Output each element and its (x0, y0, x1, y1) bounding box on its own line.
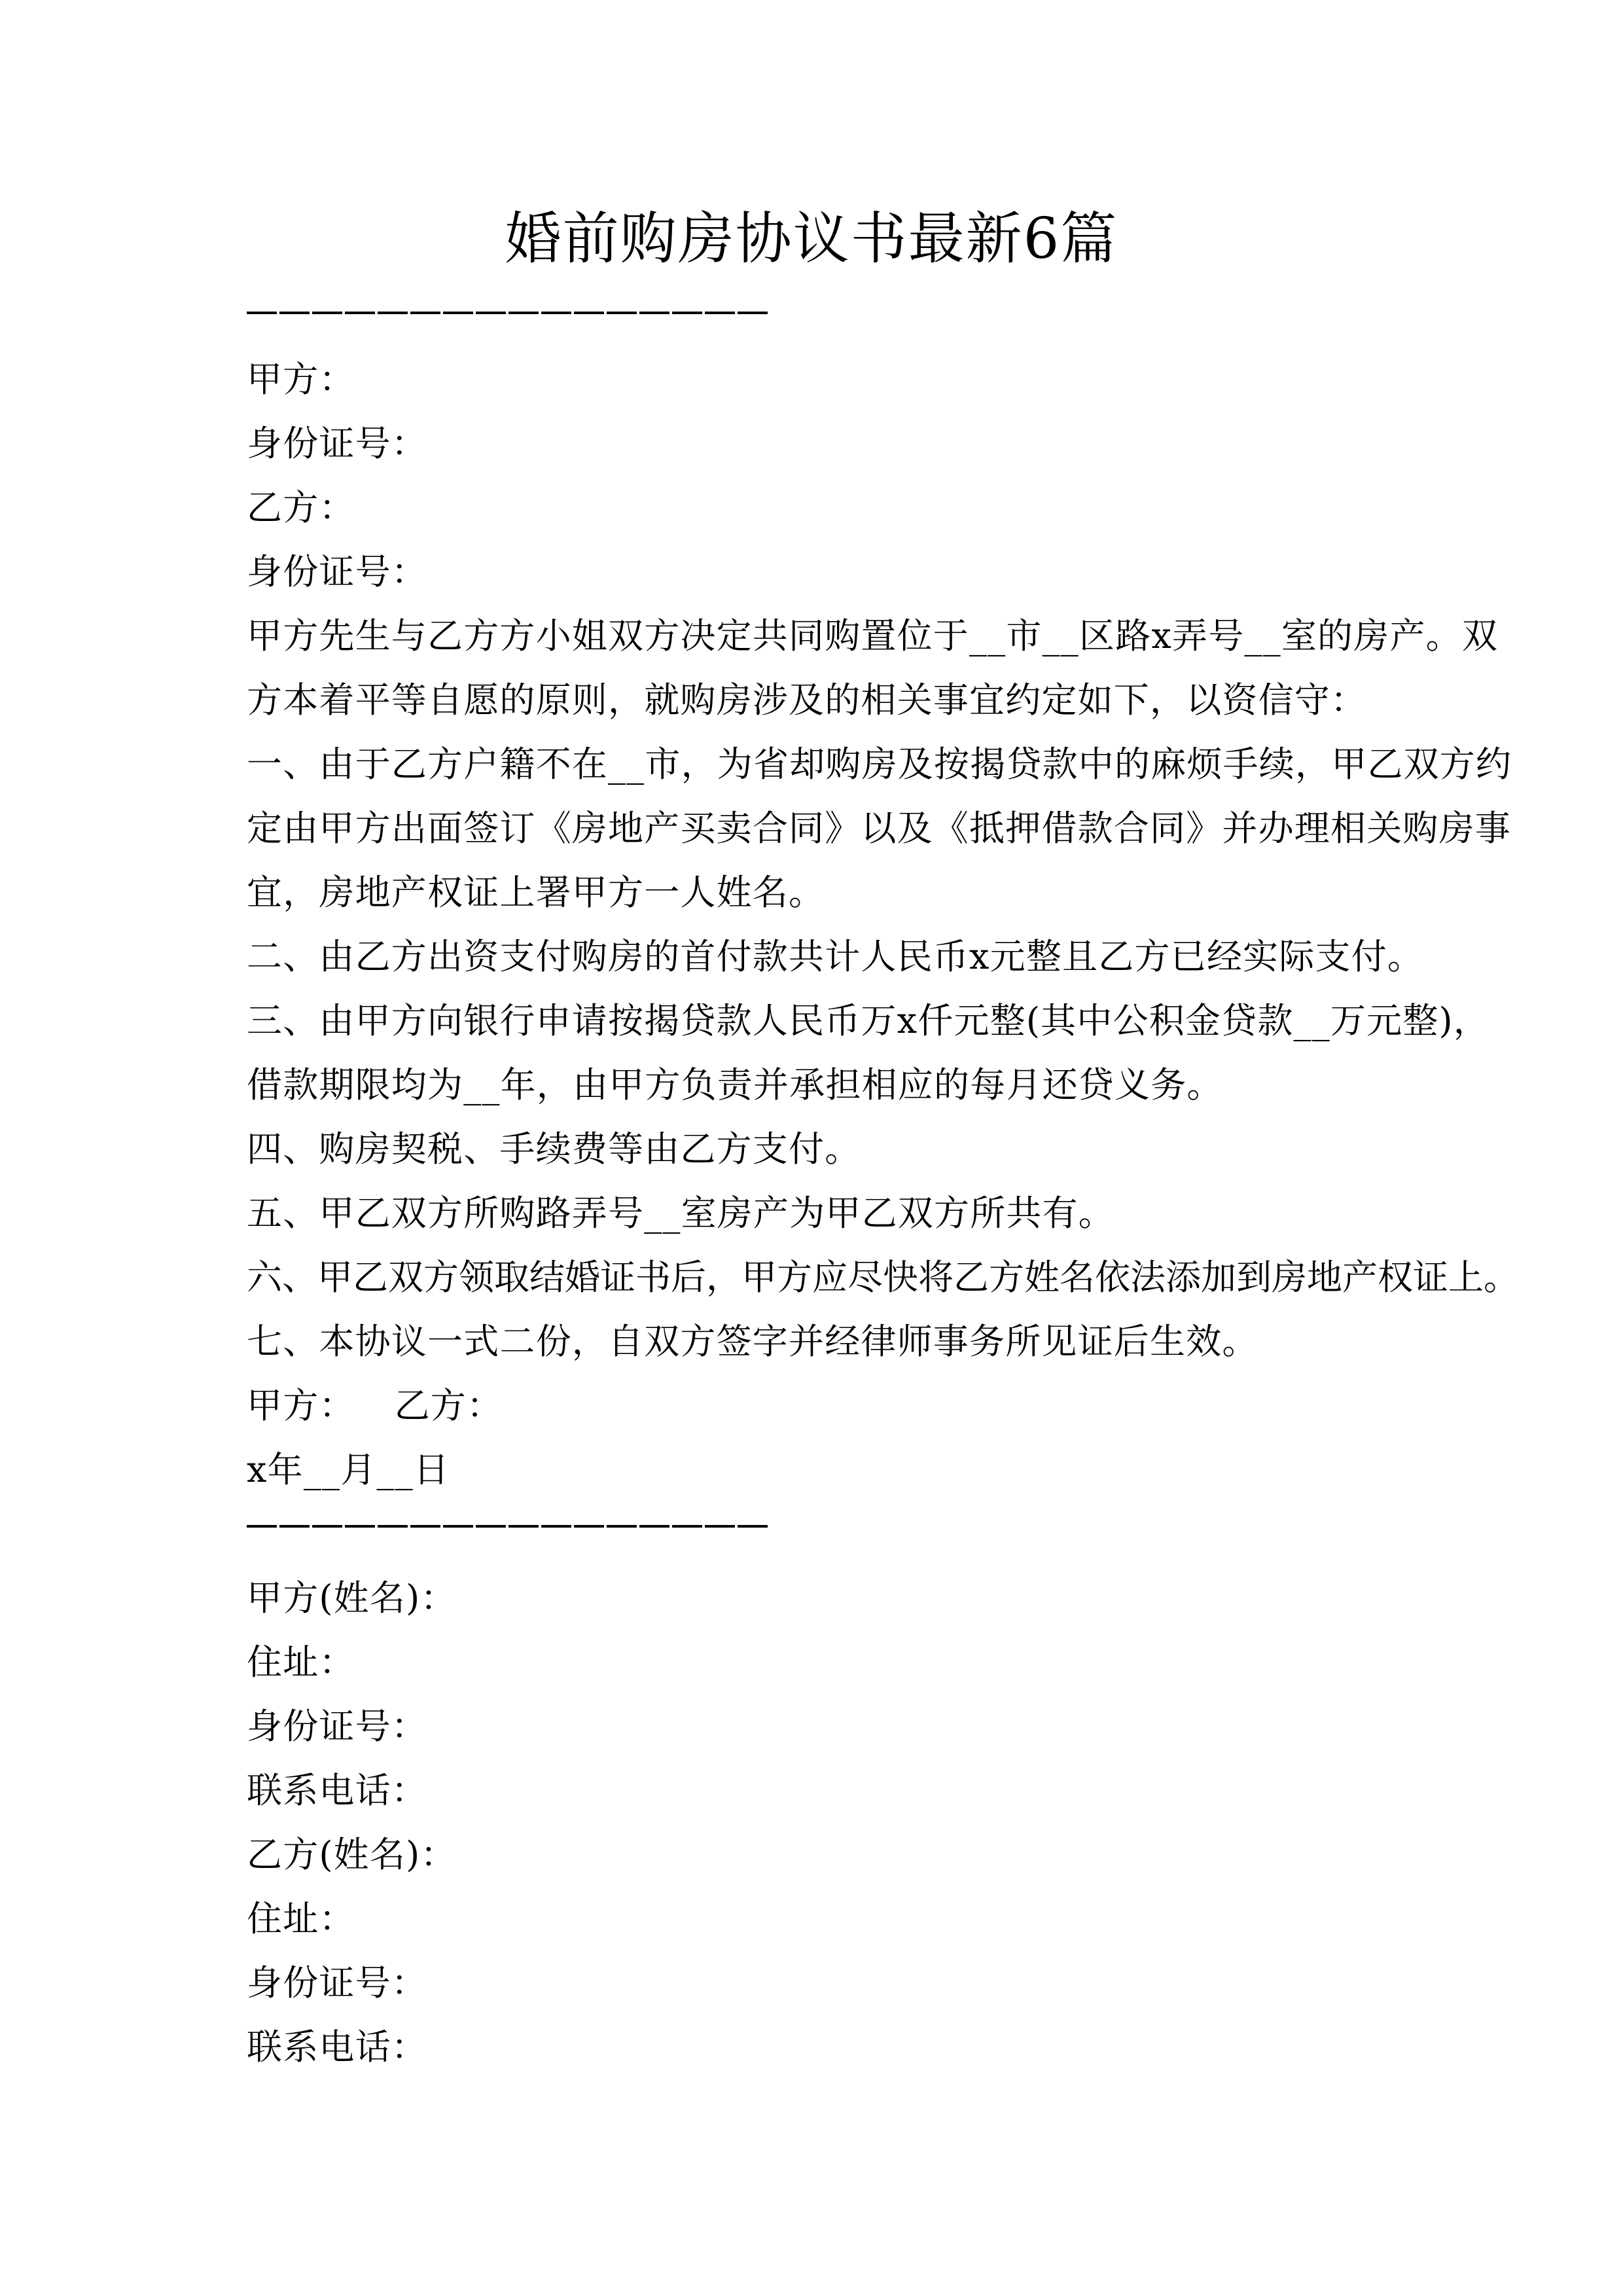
separator-gap (247, 1502, 1385, 1566)
party-b-address-label: 住址： (247, 1898, 355, 1939)
intro-paragraph-line-1: 甲方先生与乙方方小姐双方决定共同购置位于__市__区路x弄号__室的房产。双 (247, 615, 1499, 656)
party-b-id-number-label: 身份证号： (247, 1962, 427, 2003)
clause-6: 六、甲乙双方领取结婚证书后，甲方应尽快将乙方姓名依法添加到房地产权证上。 (247, 1257, 1519, 1298)
signature-line (247, 1374, 1385, 1438)
signature-party-a-label: 甲方： (247, 1385, 355, 1426)
clause-5: 五、甲乙双方所购路弄号__室房产为甲乙双方所共有。 (247, 1193, 1115, 1234)
clause-3-line-2: 借款期限均为__年，由甲方负责并承担相应的每月还贷义务。 (247, 1064, 1223, 1105)
party-a-id-label: 身份证号： (247, 423, 427, 464)
separator-line-middle (247, 1525, 768, 1528)
clause-1-line-1: 一、由于乙方户籍不在__市，为省却购房及按揭贷款中的麻烦手续，甲乙双方约 (247, 744, 1512, 785)
clause-4: 四、购房契税、手续费等由乙方支付。 (247, 1128, 861, 1170)
document-title: 婚前购房协议书最新6篇 (505, 206, 1118, 272)
clause-2: 二、由乙方出资支付购房的首付款共计人民币x元整且乙方已经实际支付。 (247, 936, 1424, 977)
party-a-phone-label: 联系电话： (247, 1770, 427, 1811)
party-a-name-label: 甲方(姓名)： (247, 1577, 457, 1619)
party-b-label: 乙方： (247, 487, 355, 528)
party-b-name-label: 乙方(姓名)： (247, 1834, 457, 1875)
signature-party-b-label: 乙方： (394, 1385, 503, 1426)
clause-1-line-3: 宜，房地产权证上署甲方一人姓名。 (247, 872, 825, 913)
date-line: x年__月__日 (247, 1449, 450, 1490)
clause-1-line-2: 定由甲方出面签订《房地产买卖合同》以及《抵押借款合同》并办理相关购房事 (247, 808, 1511, 849)
party-b-id-label: 身份证号： (247, 551, 427, 592)
document-body (247, 348, 1519, 2079)
party-a-label: 甲方： (247, 359, 355, 400)
party-a-id-number-label: 身份证号： (247, 1706, 427, 1747)
clause-3-line-1: 三、由甲方向银行申请按揭贷款人民币万x仟元整(其中公积金贷款__万元整)， (247, 1000, 1489, 1041)
party-b-phone-label: 联系电话： (247, 2026, 427, 2068)
separator-line-top (247, 312, 768, 314)
party-a-address-label: 住址： (247, 1641, 355, 1683)
intro-paragraph-line-2: 方本着平等自愿的原则，就购房涉及的相关事宜约定如下，以资信守： (247, 679, 1367, 721)
clause-7: 七、本协议一式二份，自双方签字并经律师事务所见证后生效。 (247, 1321, 1258, 1362)
